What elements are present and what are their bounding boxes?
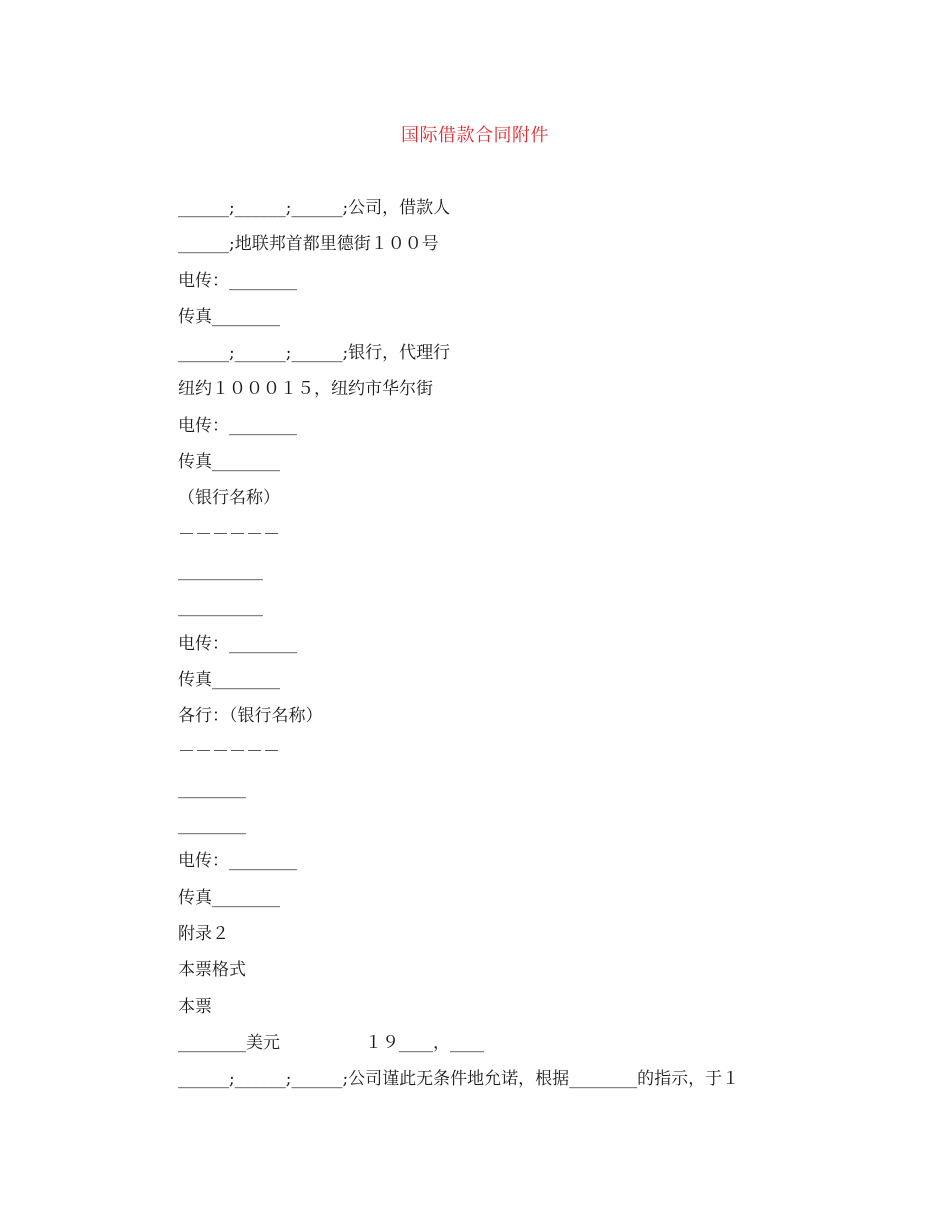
agent-bank-address-line: 纽约１０００１５，纽约市华尔街 [178, 379, 433, 400]
banks-telex-line: 电传：________ [178, 851, 297, 872]
borrower-fax-line: 传真________ [178, 306, 280, 327]
borrower-address-line: ______;地联邦首都里德街１００号 [178, 234, 439, 255]
note-format-heading: 本票格式 [178, 960, 246, 981]
agent-bank-telex-line: 电传：________ [178, 415, 297, 436]
note-promise-line: ______;______;______;公司谨此无条件地允诺，根据________的指示，于１ [178, 1069, 740, 1090]
document-body [178, 196, 818, 1103]
bank-name-dash-line: －－－－－－ [178, 524, 280, 545]
appendix-heading: 附录２ [178, 923, 229, 944]
banks-blank-line-1: ________ [178, 778, 246, 799]
banks-blank-line-2: ________ [178, 815, 246, 836]
note-amount-date-line: ________美元 １９____，____ [178, 1032, 484, 1053]
bank-telex-line: 电传：________ [178, 633, 297, 654]
bank-name-label: （银行名称） [178, 488, 280, 509]
banks-name-dash-line: －－－－－－ [178, 742, 280, 763]
document-title: 国际借款合同附件 [401, 125, 549, 146]
bank-fax-line: 传真________ [178, 669, 280, 690]
agent-bank-fax-line: 传真________ [178, 452, 280, 473]
banks-fax-line: 传真________ [178, 887, 280, 908]
borrower-telex-line: 电传：________ [178, 270, 297, 291]
bank-blank-line-1: __________ [178, 560, 263, 581]
banks-name-label: 各行：（银行名称） [178, 706, 323, 727]
agent-bank-name-line: ______;______;______;银行，代理行 [178, 343, 451, 364]
bank-blank-line-2: __________ [178, 597, 263, 618]
note-heading: 本票 [178, 996, 212, 1017]
borrower-name-line: ______;______;______;公司，借款人 [178, 198, 451, 218]
